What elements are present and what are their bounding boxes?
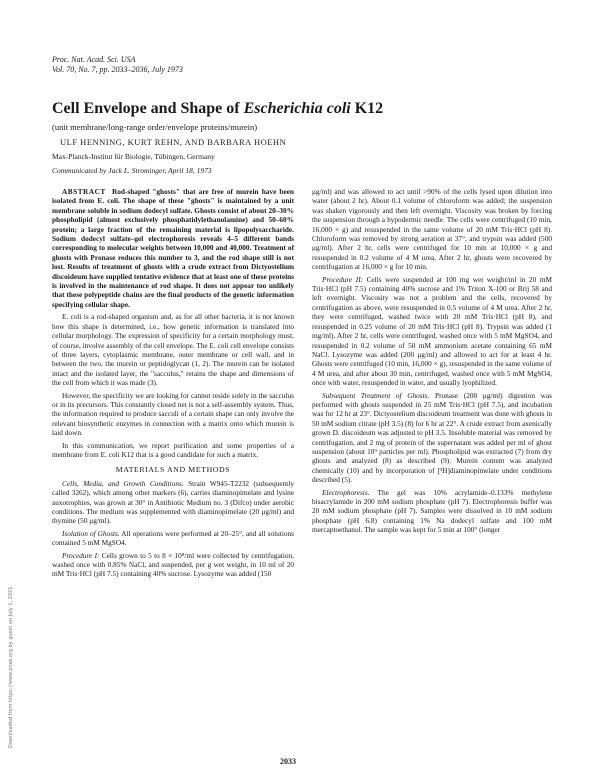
methods-paragraph <box>52 479 294 526</box>
left-column <box>52 187 294 582</box>
methods-heading: MATERIALS AND METHODS <box>115 465 231 475</box>
title-prefix: Cell Envelope and Shape of <box>52 100 244 117</box>
paragraph-heading: Cells, Media, and Growth Conditions. <box>62 478 184 488</box>
paper-title <box>52 100 383 118</box>
right-column <box>312 187 552 538</box>
paragraph-text: Cells grown to 5 to 8 × 10⁸/ml were collected by centrifugation, washed once with 0.85% NaCl, and suspended, per g wet weight, in 10 ml of 20 mM Tris·HCl (pH 7.5) containing 40% sucrose. Lysozyme was added (150 <box>52 550 294 579</box>
paragraph-text: Strain W945-T2232 (subsequently called 3262), which among other markers (6), carries diaminopimelate and lysine auxotrophies, was grown at 30° in Antibiotic Medium no. 3 (Difco) under aerobic conditions. The medium was supplemented with diaminopimelate (20 μg/ml) and thymine (50 μg/ml). <box>52 478 294 526</box>
paragraph-heading: Procedure II: <box>322 274 364 284</box>
paragraph-heading: Procedure I: <box>62 550 100 560</box>
authors: ULF HENNING, KURT REHN, AND BARBARA HOEHN <box>60 137 287 147</box>
intro-paragraph-2: However, the specificity we are looking for cannot reside solely in the sacculus or in its precursors. This constantly closed net is not a self-assembly system. Thus, the information required to produce sacculi of a certain shape can only involve the relevant biosynthetic enzymes in connection with a matrix onto which murein is laid down. <box>52 390 294 438</box>
journal-header <box>52 55 183 75</box>
paragraph-text: All operations were performed at 20–25°, and all solutions contained 5 mM MgSO4. <box>52 528 294 548</box>
intro-paragraph-1: E. coli is a rod-shaped organism and, as for all other bacteria, it is not known how this shape is determined, i.e., how genetic information is translated into cellular morphology. The expression of specificity for a certain morphology must, of course, involve assembly of the cell envelope. The E. coli cell envelope consists of three layers, cytoplasmic membrane, outer membrane or cell wall, and in between the two, the murein or peptidoglycan (1, 2). The murein can be isolated intact and the isolated layer, the "sacculus," retains the shape and dimensions of the cell from which it was made (3). <box>52 312 294 388</box>
methods-paragraph <box>52 551 294 579</box>
page-number: 2033 <box>280 757 296 766</box>
title-organism: Escherichia coli <box>243 100 351 117</box>
paragraph-text: μg/ml) and was allowed to act until >90% of the cells lysed upon dilution into water (about 2 hr). About 0.1 volume of chloroform was added; the suspension was shaken vigorously and then left overnight. Viscosity was broken by forcing the suspension through a hypodermic needle. The cells were centrifuged (10 min, 16,000 × g) and resuspended in the same volume of 20 mM Tris·HCl (pH 8). Chloroform was removed by strong aeration at 37°, and trypsin was added (500 μg/ml). After 2 hr, cells were centrifuged for 10 min at 10,000 × g and resuspended in 0.2 volume of 4 M urea. After 2 hr, ghosts were recovered by centrifugation at 16,000 × g for 10 min. <box>312 187 552 272</box>
intro-paragraph-3: In this communication, we report purification and some properties of a membrane from E. coli K12 that is a good candidate for such a matrix. <box>52 440 294 459</box>
abstract-label: ABSTRACT <box>62 187 106 196</box>
journal-issue: Vol. 70, No. 7, pp. 2033–2036, July 1973 <box>52 65 183 74</box>
paragraph-heading: Electrophoresis. <box>322 487 370 497</box>
download-watermark <box>6 560 16 760</box>
paragraph-heading: Subsequent Treatment of Ghosts. <box>322 390 430 400</box>
paragraph-heading: Isolation of Ghosts. <box>62 528 120 538</box>
methods-paragraph <box>312 488 552 535</box>
methods-paragraph <box>312 275 552 388</box>
journal-name: Proc. Nat. Acad. Sci. USA <box>52 55 136 64</box>
keywords: (unit membrane/long-range order/envelope proteins/murein) <box>52 122 258 132</box>
title-suffix: K12 <box>350 100 384 117</box>
paragraph-text: Pronase (200 μg/ml) digestion was performed with ghosts suspended in 25 mM Tris·HCl (pH 7.5), and incubation was for 12 hr at 23°. Dictyostelium discoideum treatment was done with ghosts in 50 mM sodium citrate (pH 3.5) (8) for 6 hr at 22°. A crude extract from axenically grown D. discoideum was adjusted to pH 3.5. Insoluble material was removed by centrifugation, and 2 mg of protein of the supernatant was added per ml of ghost suspension (about 10⁹ particles per ml). Phospholipid was extracted (7) from dry ghosts and analyzed (8) as described (9). Murein content was analyzed chemically (10) and by incorporation of [³H]diaminopimelate under conditions described (5). <box>312 390 552 485</box>
abstract <box>52 187 294 309</box>
affiliation: Max-Planck-Institut für Biologie, Tübingen, Germany <box>52 152 215 161</box>
abstract-text: Rod-shaped "ghosts" that are free of murein have been isolated from E. coli. The shape of these "ghosts" is maintained by a unit membrane soluble in sodium dodecyl sulfate. Ghosts consist of about 20–30% phospholipid (almost exclusively phosphatidylethanolamine) and 50–60% protein; a large fraction of the remaining material is lipopolysaccharide. Sodium dodecyl sulfate–gel electrophoresis reveals 4–5 different bands corresponding to molecular weights between 10,000 and 40,000. Treatment of ghosts with Pronase reduces this number to 3, and the rod shape still is not lost. Results of treatment of ghosts with a crude extract from Dictyostelium discoideum have supplied tentative evidence that at least one of these proteins is involved in the maintenance of rod shape. It does not appear too unlikely that these polypeptide chains are the final products of the genetic information specifying cellular shape. <box>52 187 294 309</box>
methods-paragraph <box>312 391 552 485</box>
communicated-by: Communicated by Jack L. Strominger, April 18, 1973 <box>52 166 212 175</box>
download-watermark-text: Downloaded from https://www.pnas.org by guest on July 1, 2021 <box>8 586 14 748</box>
methods-paragraph <box>52 529 294 548</box>
paragraph-text: Cells were suspended at 100 mg wet weight/ml in 20 mM Tris·HCl (pH 7.5) containing 40% sucrose and 1% Triton X-100 or Brij 58 and left overnight. Viscosity was not a problem and the cells, recovered by centrifugation as above, were resuspended in 0.5 volume of 4 M urea. After 2 hr, they were centrifuged, washed twice with 20 mM Tris·HCl (pH 8), and resuspended in 0.25 volume of 20 mM Tris·HCl (pH 8). Trypsin was added (1 mg/ml). After 2 hr, cells were centrifuged, washed once with 5 mM MgSO4, and resuspended in 0.2 volume of 50 mM ammonium acetate containing 65 mM NaCl. Lysozyme was added (200 μg/ml) and allowed to act for at least 4 hr. Ghosts were centrifuged (10 min, 16,000 × g), resuspended in the same volume of 4 M urea, and after about 30 min, centrifuged, washed once with 5 mM MgSO4, once with water, resuspended in water, and usually lyophilized. <box>312 274 552 388</box>
paragraph-text: The gel was 10% acrylamide–0.133% methylene bisacrylamide in 200 mM sodium phosphate (pH 7). Electrophoresis buffer was 20 mM sodium phosphate (pH 7). Samples were dissolved in 10 mM sodium phosphate (pH 6.8) containing 1% Na dodecyl sulfate and 100 mM mercaptoethanol. The sample was kept for 5 min at 100° (longer <box>312 487 552 535</box>
methods-paragraph-continued <box>312 187 552 272</box>
